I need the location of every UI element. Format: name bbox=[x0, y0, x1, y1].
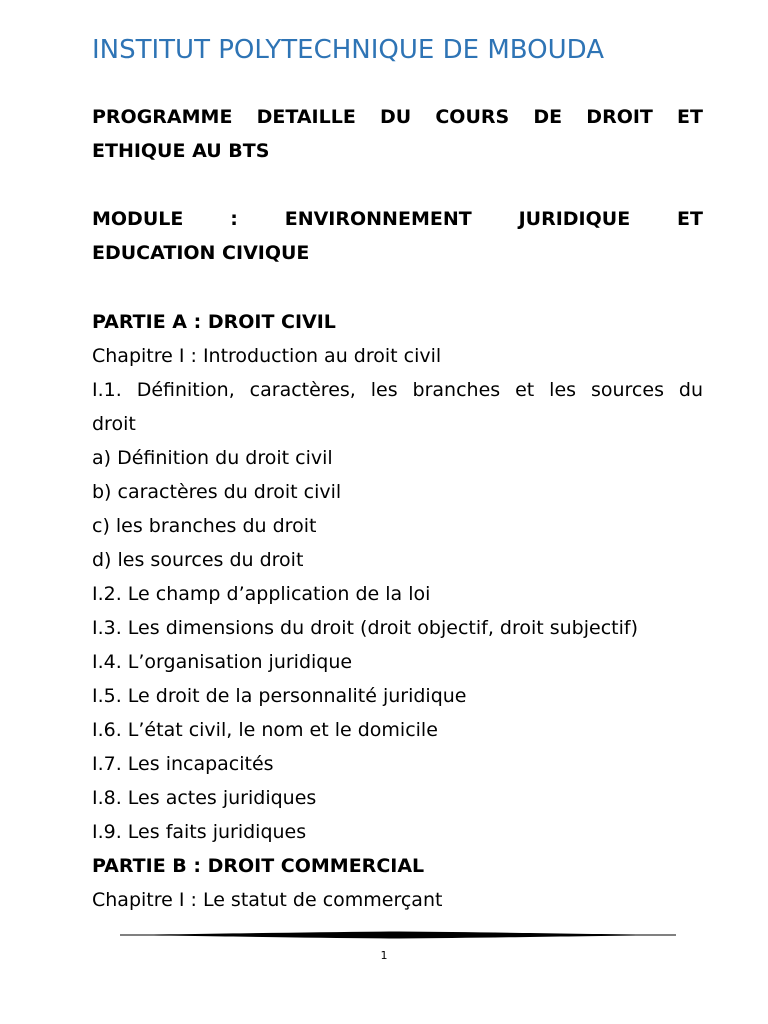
list-item-d: d) les sources du droit bbox=[92, 549, 304, 571]
partie-b-heading: PARTIE B : DROIT COMMERCIAL bbox=[92, 855, 425, 877]
program-content bbox=[92, 305, 703, 917]
course-title bbox=[92, 100, 703, 168]
list-item-b: b) caractères du droit civil bbox=[92, 481, 342, 503]
course-title-line-1: PROGRAMME DETAILLE DU COURS DE DROIT ET bbox=[92, 106, 703, 128]
section-i8: I.8. Les actes juridiques bbox=[92, 787, 317, 809]
section-i9: I.9. Les faits juridiques bbox=[92, 821, 307, 843]
section-i6: I.6. L’état civil, le nom et le domicile bbox=[92, 719, 438, 741]
section-i3: I.3. Les dimensions du droit (droit objectif, droit subjectif) bbox=[92, 617, 638, 639]
section-i7: I.7. Les incapacités bbox=[92, 753, 274, 775]
module-title-line-2: EDUCATION CIVIQUE bbox=[92, 242, 310, 264]
chapitre-1-heading: Chapitre I : Introduction au droit civil bbox=[92, 345, 442, 367]
list-item-c: c) les branches du droit bbox=[92, 515, 317, 537]
partie-a-heading: PARTIE A : DROIT CIVIL bbox=[92, 311, 336, 333]
page-number: 1 bbox=[380, 949, 388, 962]
section-i5: I.5. Le droit de la personnalité juridique bbox=[92, 685, 467, 707]
section-i2: I.2. Le champ d’application de la loi bbox=[92, 583, 431, 605]
chapitre-1-b-heading: Chapitre I : Le statut de commerçant bbox=[92, 889, 443, 911]
module-title bbox=[92, 202, 703, 270]
module-title-line-1: MODULE : ENVIRONNEMENT JURIDIQUE ET bbox=[92, 208, 703, 230]
section-i1-line-1: I.1. Définition, caractères, les branches et les sources du bbox=[92, 379, 703, 401]
footer-divider bbox=[120, 928, 676, 942]
section-i4: I.4. L’organisation juridique bbox=[92, 651, 353, 673]
institute-heading: INSTITUT POLYTECHNIQUE DE MBOUDA bbox=[92, 35, 604, 65]
list-item-a: a) Définition du droit civil bbox=[92, 447, 333, 469]
course-title-line-2: ETHIQUE AU BTS bbox=[92, 140, 270, 162]
section-i1-line-2: droit bbox=[92, 413, 136, 435]
